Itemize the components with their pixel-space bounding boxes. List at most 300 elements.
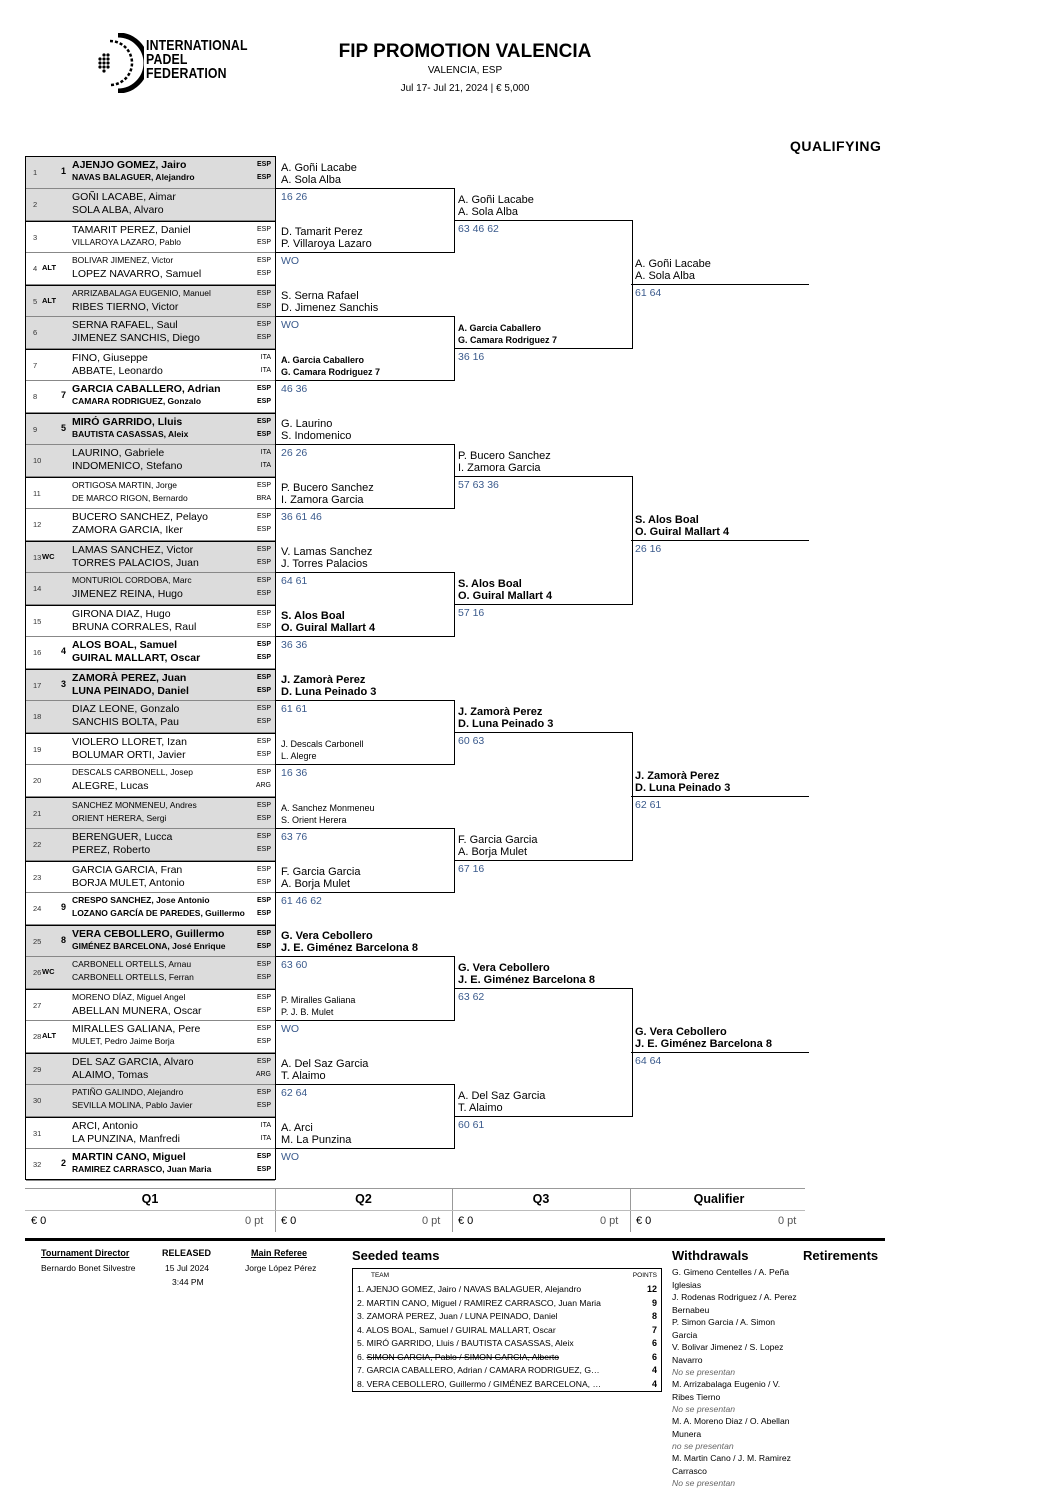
seed-number: 5 [61,423,67,433]
team-player-1: S. Alos Boal [458,578,522,590]
bracket-line [454,348,632,349]
director-name: Bernardo Bonet Silvestre [41,1263,136,1273]
country-1: ESP [256,930,271,937]
player-1: GARCIA GARCIA, Fran [72,864,183,876]
team-player-2-name: D. Luna Peinado [458,718,545,730]
bracket-line [454,1084,455,1149]
player-2: RAMIREZ CARRASCO, Juan Maria [72,1164,212,1174]
team-player-2-name: O. Guiral Mallart [635,526,720,538]
country-2: ESP [256,751,271,758]
org-line-2: PADEL [146,51,188,68]
team-seed: 7 [552,335,558,345]
country-1: ESP [256,738,271,745]
seed-points: 9 [651,1297,657,1308]
player-2: GUIRAL MALLART, Oscar [72,652,201,664]
team-player-1: A. Goñi Lacabe [281,162,357,174]
team-player-1: A. Sanchez Monmeneu [281,803,375,813]
draw-row [26,445,275,477]
team-seed: 3 [547,718,554,730]
draw-position: 10 [33,456,42,465]
seed-team: ALOS BOAL, Samuel / GUIRAL MALLART, Oscar [366,1324,556,1335]
draw-row [26,1021,275,1053]
team-seed: 3 [370,686,377,698]
country-2: ESP [256,1166,271,1173]
seed-number: 1 [61,166,67,176]
bracket-line [454,476,632,477]
bracket-line [631,796,809,797]
withdrawal-note: No se presentan [672,1404,736,1414]
team-player-1: J. Zamorà Perez [635,770,720,782]
bracket-team [458,706,553,730]
seed-rank: 5. [357,1338,365,1348]
seed-rank: 8. [357,1378,365,1389]
player-1: DEL SAZ GARCIA, Alvaro [72,1056,194,1068]
bracket-team [281,1058,368,1082]
country-2: ESP [256,431,271,438]
country-1: ESP [256,257,271,264]
draw-position: 12 [33,520,42,529]
country-2: ESP [256,1038,271,1045]
player-1: CRESPO SANCHEZ, Jose Antonio [72,895,210,905]
country-1: ESP [256,994,271,1001]
country-1: ESP [256,674,271,681]
prize-value: € 0 [281,1215,297,1227]
bracket-line [276,1020,454,1021]
seed-rank: 7. [357,1365,365,1375]
draw-row [26,157,275,189]
team-player-1: F. Garcia Garcia [458,834,538,846]
bracket-line [276,572,454,573]
player-1: VIOLERO LLORET, Izan [72,736,187,748]
round-header: Q1 [141,1192,159,1206]
draw-position: 32 [33,1160,42,1169]
draw-position: 5 [33,297,38,306]
bracket-line [276,828,454,829]
bracket-line [631,540,809,541]
country-1: ESP [256,161,271,168]
bracket-team [281,738,364,762]
bracket-line [632,732,633,861]
team-player-2 [281,238,372,250]
withdrawal-team: J. Rodenas Rodriguez / A. Perez Bernabeu [672,1292,797,1315]
player-2: ABBATE, Leonardo [72,365,163,377]
country-2: ESP [256,303,271,310]
country-1: ESP [256,866,271,873]
country-2: ITA [260,462,271,469]
org-line-1: INTERNATIONAL [146,37,248,54]
org-line-3: FEDERATION [146,65,227,82]
player-2: LOZANO GARCÍA DE PAREDES, Guillermo [72,908,245,918]
player-1: ARRIZABALAGA EUGENIO, Manuel [72,288,211,298]
player-2: LA PUNZINA, Manfredi [72,1133,180,1145]
seed-team: VERA CEBOLLERO, Guillermo / GIMÉNEZ BARCELONA, … [366,1378,602,1389]
player-1: BERENGUER, Lucca [72,831,173,843]
team-player-2-name: O. Guiral Mallart [458,590,543,602]
bracket-line [454,572,455,637]
withdrawal-item [672,1415,802,1453]
team-player-2-name: A. Sola Alba [635,270,695,282]
draw-position: 27 [33,1001,42,1010]
bracket-line [632,476,633,605]
team-player-1: J. Descals Carbonell [281,739,364,749]
team-player-2 [635,526,729,538]
match-score: 67 16 [458,863,485,875]
country-2: ESP [256,590,271,597]
team-seed: 3 [724,782,731,794]
team-player-2 [458,206,534,218]
retirements-title: Retirements [803,1248,879,1263]
seed-number: 2 [61,1158,67,1168]
draw-row [26,349,275,381]
seed-number: 8 [61,935,67,945]
team-player-1: D. Tamarit Perez [281,226,363,238]
draw-row [26,925,275,957]
player-2: LUNA PEINADO, Daniel [72,685,189,697]
draw-row [26,765,275,797]
match-score: 64 61 [281,575,308,587]
bracket-team [281,674,376,698]
country-1: ESP [256,226,271,233]
draw-position: 23 [33,873,42,882]
round-header: Qualifier [693,1192,745,1206]
draw-position: 26 [33,968,42,977]
team-player-2-name: D. Luna Peinado [281,686,368,698]
team-player-2 [635,1038,772,1050]
match-score: 16 36 [281,767,308,779]
team-player-1: J. Zamorà Perez [458,706,543,718]
withdrawal-team: M. Martin Cano / J. M. Ramirez Carrasco [672,1453,791,1476]
entry-tag [42,263,56,272]
tournament-location: VALENCIA, ESP [427,65,503,76]
country-2: ESP [256,1102,271,1109]
match-score: 36 36 [281,639,308,651]
draw-position: 25 [33,937,42,946]
draw-position: 14 [33,584,42,593]
round-header: Q3 [532,1192,550,1206]
seeded-col-points: POINTS [632,1272,657,1279]
withdrawal-item [672,1378,802,1416]
draw-position: 3 [33,233,38,242]
country-1: ESP [256,1089,271,1096]
seed-rank: 4. [357,1324,365,1335]
player-2: CAMARA RODRIGUEZ, Gonzalo [72,396,202,406]
draw-position: 7 [33,361,38,370]
bracket-line [276,380,454,381]
draw-row [26,669,275,701]
draw-row [26,573,275,605]
player-1: LAMAS SANCHEZ, Victor [72,544,194,556]
player-1: MIRALLES GALIANA, Pere [72,1023,201,1035]
footer-rule [25,1238,885,1241]
released-date: 15 Jul 2024 [165,1263,209,1273]
draw-position: 15 [33,617,42,626]
country-2: ESP [256,910,271,917]
draw-position: 13 [33,553,42,562]
team-player-2-name: A. Borja Mulet [458,846,528,858]
prize-value: € 0 [636,1215,652,1227]
match-score: 60 61 [458,1119,485,1131]
team-player-2 [281,622,375,634]
team-player-1: P. Bucero Sanchez [458,450,551,462]
match-score: 64 64 [635,1055,662,1067]
padel-ball-logo-icon [96,33,144,93]
team-player-1: A. Garcia Caballero [281,355,365,365]
bracket-line [276,1084,454,1085]
draw-position: 8 [33,392,38,401]
bracket-line [454,732,632,733]
team-player-2 [281,1134,351,1146]
country-1: ESP [256,321,271,328]
withdrawal-team: V. Bolivar Jimenez / S. Lopez Navarro [672,1342,784,1365]
draw-position: 1 [33,168,38,177]
seeded-row [353,1337,661,1351]
team-player-1: S. Alos Boal [281,610,345,622]
bracket-line [632,988,633,1117]
seed-points: 6 [651,1351,657,1362]
player-1: SANCHEZ MONMENEU, Andres [72,800,197,810]
match-score: 63 46 62 [458,223,499,235]
country-2: ESP [256,623,271,630]
team-player-2-name: P. J. B. Mulet [281,1007,334,1017]
player-1: MIRÓ GARRIDO, Lluis [72,416,183,428]
country-2: ESP [256,943,271,950]
bracket-line [276,316,454,317]
seed-team: SIMON GARCIA, Pablo / SIMON GARCIA, Alberto [366,1351,560,1362]
seed-team: AJENJO GOMEZ, Jairo / NAVAS BALAGUER, Alejandro [366,1284,582,1294]
withdrawal-note: No se presentan [672,1478,736,1488]
draw-row [26,1053,275,1085]
match-score: 57 16 [458,607,485,619]
team-player-2 [635,782,730,794]
entry-tag-label: WC [42,552,55,561]
team-player-1: P. Miralles Galiana [281,995,356,1005]
bracket-line [454,220,632,221]
seed-team: MARTIN CANO, Miguel / RAMIREZ CARRASCO, Juan Maria [366,1297,601,1308]
country-1: ESP [256,641,271,648]
seed-team: ZAMORÀ PEREZ, Juan / LUNA PEINADO, Daniel [366,1311,558,1321]
seed-number: 3 [61,679,67,689]
match-score: 16 26 [281,191,308,203]
table-rule [25,1210,805,1211]
team-player-1: G. Laurino [281,418,333,430]
match-score: 63 60 [281,959,308,971]
match-score: 63 62 [458,991,485,1003]
team-player-2 [281,750,364,762]
bracket-line [632,220,633,349]
player-1: MARTIN CANO, Miguel [72,1151,186,1163]
country-2: ESP [256,815,271,822]
bracket-line [276,508,454,509]
draw-row [26,1117,275,1149]
country-2: ESP [256,846,271,853]
team-player-2-name: L. Alegre [281,751,317,761]
team-player-2-name: A. Sola Alba [281,174,341,186]
player-1: TAMARIT PEREZ, Daniel [72,224,191,236]
draw-row [26,637,275,669]
player-2: JIMENEZ REINA, Hugo [72,588,183,600]
seeded-row [353,1310,661,1324]
bracket-team [281,610,375,634]
team-seed: 4 [546,590,553,602]
draw-position: 18 [33,712,42,721]
team-player-2-name: J. E. Giménez Barcelona [281,942,409,954]
points-value: 0 pt [422,1215,441,1227]
draw-position: 22 [33,840,42,849]
bracket-line [276,636,454,637]
draw-position: 9 [33,425,38,434]
player-2: ABELLAN MUNERA, Oscar [72,1005,202,1017]
withdrawal-item [672,1291,802,1316]
draw-row [26,701,275,733]
team-player-2 [281,302,378,314]
withdrawal-item [672,1341,802,1379]
player-1: ARCI, Antonio [72,1120,138,1132]
country-2: ESP [256,174,271,181]
country-2: ESP [256,654,271,661]
match-score: WO [281,1023,300,1035]
team-player-2 [281,942,418,954]
bracket-line [454,316,455,381]
team-player-2 [458,462,551,474]
country-2: ITA [260,1135,271,1142]
entry-tag-label: ALT [42,296,57,305]
entry-tag-label: ALT [42,1031,57,1040]
bracket-team [281,226,372,250]
player-1: ORTIGOSA MARTIN, Jorge [72,480,178,490]
player-1: SERNA RAFAEL, Saul [72,319,178,331]
team-player-2 [281,1070,368,1082]
seed-rank: 2. [357,1297,365,1308]
team-player-2 [281,878,360,890]
team-player-2-name: T. Alaimo [458,1102,503,1114]
draw-position: 19 [33,745,42,754]
draw-row [26,893,275,925]
country-2: ESP [256,879,271,886]
country-1: ESP [256,961,271,968]
draw-table [25,156,276,1180]
match-score: WO [281,1151,300,1163]
draw-position: 4 [33,264,38,273]
team-seed: 4 [369,622,376,634]
draw-position: 16 [33,648,42,657]
draw-position: 31 [33,1129,42,1138]
country-1: ESP [256,385,271,392]
entry-tag-label: ALT [42,263,57,272]
table-rule [25,1188,805,1189]
player-1: DESCALS CARBONELL, Josep [72,767,193,777]
team-player-2 [281,494,374,506]
match-score: WO [281,319,300,331]
team-player-2-name: P. Villaroya Lazaro [281,238,372,250]
draw-position: 17 [33,681,42,690]
match-score: 61 46 62 [281,895,322,907]
player-2: INDOMENICO, Stefano [72,460,183,472]
bracket-line [276,252,454,253]
country-2: ESP [256,526,271,533]
round-header: Q2 [355,1192,372,1206]
player-2: GIMÉNEZ BARCELONA, José Enrique [72,941,226,951]
entry-tag [42,967,55,976]
bracket-line [454,188,455,253]
country-1: ESP [256,418,271,425]
draw-row [26,989,275,1021]
match-score: 36 61 46 [281,511,322,523]
team-player-2 [458,718,553,730]
withdrawal-item [672,1452,802,1490]
draw-position: 24 [33,904,42,913]
player-2: JIMENEZ SANCHIS, Diego [72,332,200,344]
team-player-2-name: S. Orient Herera [281,815,347,825]
team-player-2-name: G. Camara Rodriguez [458,335,550,345]
seed-points: 6 [651,1338,657,1348]
bracket-team [458,1090,545,1114]
draw-position: 28 [33,1032,42,1041]
bracket-team [458,962,595,986]
draw-row [26,253,275,285]
points-value: 0 pt [245,1215,264,1227]
bracket-line [454,828,455,893]
seeded-row [353,1283,661,1297]
bracket-team [281,866,360,890]
referee-label: Main Referee [251,1248,308,1258]
country-2: ARG [255,782,271,789]
team-player-2-name: S. Indomenico [281,430,352,442]
country-2: ESP [256,270,271,277]
team-player-2 [281,814,375,826]
country-1: ITA [260,354,271,361]
team-player-2-name: T. Alaimo [281,1070,326,1082]
match-score: 36 16 [458,351,485,363]
draw-row [26,733,275,765]
bracket-team [281,482,374,506]
seeded-row [353,1297,661,1311]
team-player-1: G. Vera Cebollero [635,1026,727,1038]
team-player-1: S. Alos Boal [635,514,699,526]
bracket-line [276,764,454,765]
team-player-2 [458,846,537,858]
player-1: ZAMORÀ PEREZ, Juan [72,672,187,684]
match-score: 62 61 [635,799,662,811]
bracket-team [635,258,711,282]
country-2: ESP [256,239,271,246]
bracket-team [458,450,551,474]
seeded-header [353,1269,661,1283]
bracket-team [458,322,557,346]
team-seed: 8 [588,974,595,986]
player-1: BUCERO SANCHEZ, Pelayo [72,511,208,523]
player-2: BAUTISTA CASASSAS, Aleix [72,429,189,439]
tournament-title: FIP PROMOTION VALENCIA [338,41,592,62]
player-2: PEREZ, Roberto [72,844,151,856]
withdrawal-note: no se presentan [672,1441,734,1451]
withdrawal-note: No se presentan [672,1367,736,1377]
bracket-team [281,1122,351,1146]
country-1: ESP [256,1025,271,1032]
bracket-line [454,1116,632,1117]
team-player-2 [458,974,595,986]
draw-row [26,189,275,221]
team-player-2 [458,334,557,346]
seed-number: 4 [61,646,67,656]
prize-value: € 0 [458,1215,474,1227]
seeded-row [353,1351,661,1365]
team-seed: 8 [411,942,418,954]
player-2: MULET, Pedro Jaime Borja [72,1036,175,1046]
match-score: 62 64 [281,1087,308,1099]
team-player-1: G. Vera Cebollero [458,962,550,974]
draw-position: 11 [33,489,41,498]
player-1: MONTURIOL CORDOBA, Marc [72,575,192,585]
